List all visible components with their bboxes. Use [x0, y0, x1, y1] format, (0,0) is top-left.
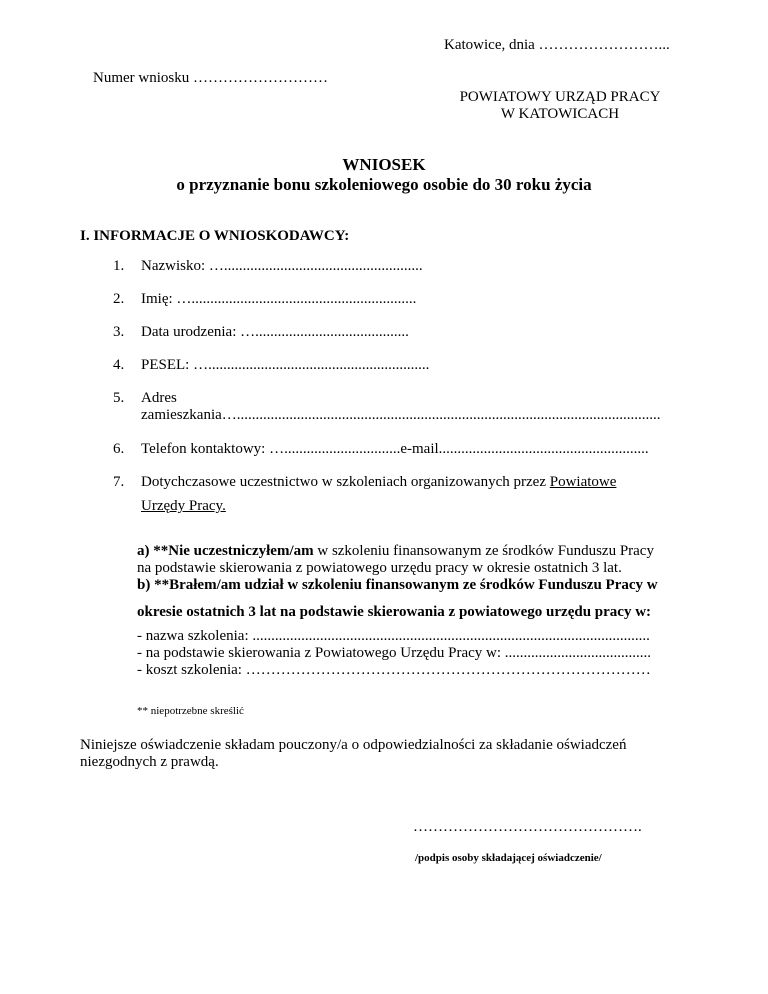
footnote: ** niepotrzebne skreślić — [137, 705, 244, 717]
item-text: Data urodzenia: …......................................... — [141, 324, 409, 340]
option-a-bold: a) **Nie uczestniczyłem/am — [137, 543, 314, 559]
field-first-name — [113, 291, 416, 308]
training-name: - nazwa szkolenia: .......................................................................................................... — [137, 628, 650, 644]
item-text: Imię: …............................................................ — [141, 291, 417, 307]
item-number: 6. — [113, 441, 125, 457]
signature-line: ………………………………………. — [413, 819, 642, 835]
training-cost: - koszt szkolenia: ……………………………………………………………………… — [137, 662, 651, 678]
declaration-line1: Niniejsze oświadczenie składam pouczony/a o odpowiedzialności za składanie oświadczeń — [80, 737, 627, 753]
item-text: Adres — [141, 390, 177, 406]
place-date: Katowice, dnia ……………………... — [444, 37, 670, 53]
signature-caption: /podpis osoby składającej oświadczenie/ — [415, 852, 602, 864]
declaration-line2: niezgodnych z prawdą. — [80, 754, 219, 770]
option-b-line1: b) **Brałem/am udział w szkoleniu finansowanym ze środków Funduszu Pracy w — [137, 577, 658, 593]
item-number: 3. — [113, 324, 125, 340]
declaration — [80, 737, 626, 771]
item-text: Nazwisko: …..................................................... — [141, 258, 423, 274]
field-pesel — [113, 357, 429, 374]
field-birth-date — [113, 324, 409, 341]
item-text-underlined: Powiatowe — [549, 474, 617, 490]
document-subtitle: o przyznanie bonu szkoleniowego osobie do 30 roku życia — [176, 175, 592, 194]
option-a — [137, 543, 654, 577]
item-text: Dotychczasowe uczestnictwo w szkoleniach organizowanych przez — [141, 474, 550, 490]
field-surname — [113, 258, 423, 275]
field-previous-training — [113, 474, 616, 515]
item-text: PESEL: …........................................................... — [141, 357, 430, 373]
office-line2: W KATOWICACH — [500, 106, 620, 122]
item-number: 1. — [113, 258, 125, 274]
item-text-line2: zamieszkania…................................................................................................................. — [141, 407, 661, 423]
training-referral: - na podstawie skierowania z Powiatowego Urzędu Pracy w: ....................................... — [137, 645, 652, 661]
item-text: Telefon kontaktowy: …...............................e-mail........................................................ — [141, 441, 649, 457]
item-number: 4. — [113, 357, 125, 373]
training-details — [137, 628, 651, 679]
option-b-line2: okresie ostatnich 3 lat na podstawie skierowania z powiatowego urzędu pracy w: — [137, 604, 652, 620]
option-a-line2: na podstawie skierowania z powiatowego urzędu pracy w okresie ostatnich 3 lat. — [137, 560, 622, 576]
item-text-line2: Urzędy Pracy. — [141, 498, 226, 514]
document-title: WNIOSEK — [342, 155, 426, 174]
office-name — [430, 89, 690, 123]
option-b — [137, 577, 658, 621]
office-line1: POWIATOWY URZĄD PRACY — [459, 89, 661, 105]
item-number: 5. — [113, 390, 125, 406]
field-address — [113, 390, 661, 424]
section-heading: I. INFORMACJE O WNIOSKODAWCY: — [80, 228, 350, 244]
item-number: 7. — [113, 474, 125, 490]
option-a-rest: w szkoleniu finansowanym ze środków Funduszu Pracy — [313, 543, 654, 559]
application-number: Numer wniosku ……………………… — [93, 70, 328, 86]
item-number: 2. — [113, 291, 125, 307]
field-phone-email — [113, 441, 649, 458]
